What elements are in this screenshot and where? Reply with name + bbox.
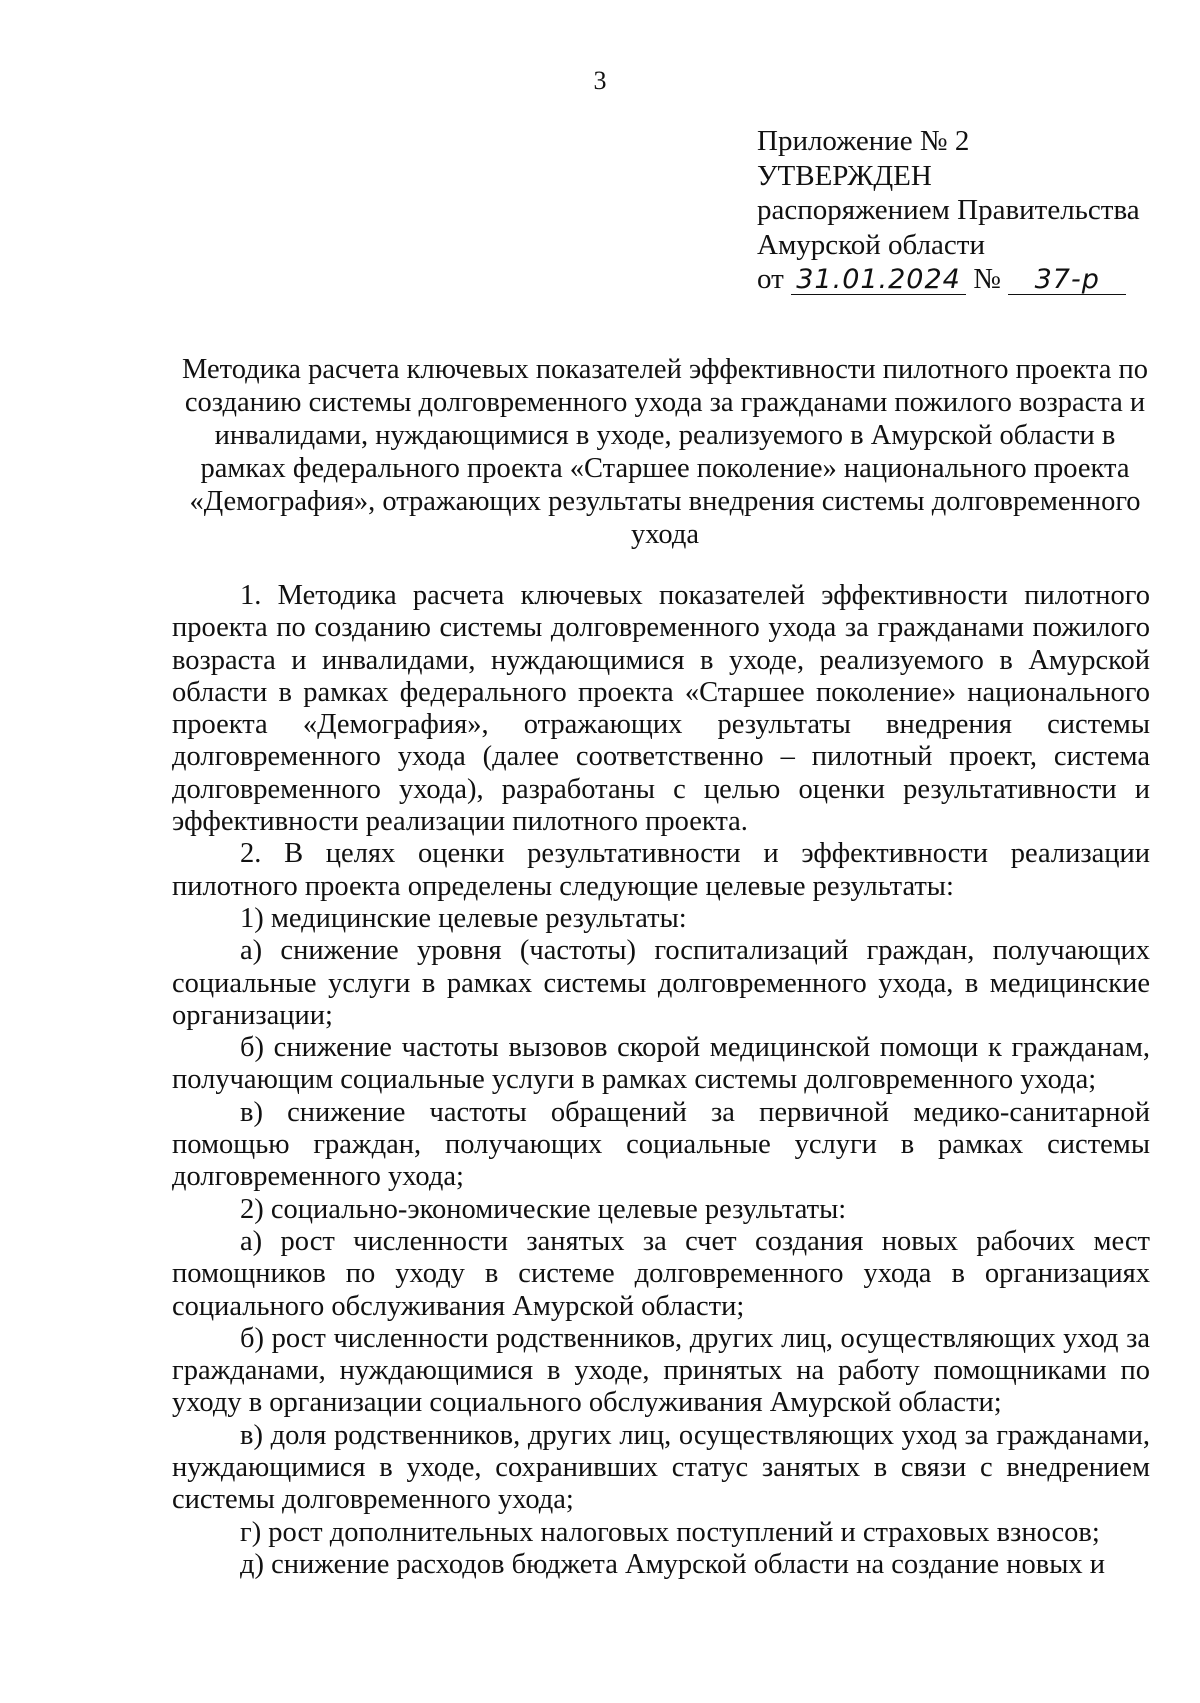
approved-by-label: распоряжением Правительства [757, 194, 1140, 226]
paragraph: 2) социально-экономические целевые результаты: [240, 1193, 847, 1225]
paragraph: б) снижение частоты вызовов скорой медицинской помощи к гражданам, получающим социальные услуги в рамках системы долговременного ухода; [172, 1032, 1150, 1096]
paragraph: 1) медицинские целевые результаты: [240, 902, 687, 934]
paragraph: б) рост численности родственников, других лиц, осуществляющих уход за гражданами, нуждающимися в уходе, принятых на работу помощниками по уходу в организации социального обслуживания Амурской области; [172, 1322, 1150, 1419]
region-label: Амурской области [757, 228, 985, 261]
date-number-line [757, 262, 1177, 297]
page-number: 3 [593, 66, 607, 95]
approval-block [757, 124, 1177, 297]
paragraph: 2. В целях оценки результативности и эффективности реализации пилотного проекта определены следующие целевые результаты: [172, 838, 1150, 902]
document-body [172, 580, 1150, 1581]
handwritten-number: 37-р [1008, 266, 1126, 295]
number-prefix: № [973, 263, 1001, 295]
document-title: Методика расчета ключевых показателей эффективности пилотного проекта по созданию системы долговременного ухода за гражданами пожилого возраста и инвалидами, нуждающимися в уходе, реализуемого в Амурской области в рамках федерального проекта «Старшее поколение» национального проекта «Демография», отражающих результаты внедрения системы долговременного ухода [182, 354, 1148, 550]
paragraph: 1. Методика расчета ключевых показателей эффективности пилотного проекта по созданию системы долговременного ухода за гражданами пожилого возраста и инвалидами, нуждающимися в уходе, реализуемого в Амурской области в рамках федерального проекта «Старшее поколение» национального проекта «Демография», отражающих результаты внедрения системы долговременного ухода (далее соответственно – пилотный проект, система долговременного ухода), разработаны с целью оценки результативности и эффективности реализации пилотного проекта. [172, 580, 1150, 838]
paragraph: г) рост дополнительных налоговых поступлений и страховых взносов; [240, 1516, 1100, 1548]
date-prefix: от [757, 263, 784, 295]
paragraph: в) доля родственников, других лиц, осуществляющих уход за гражданами, нуждающимися в уходе, сохранивших статус занятых в связи с внедрением системы долговременного ухода; [172, 1419, 1150, 1516]
paragraph: в) снижение частоты обращений за первичной медико-санитарной помощью граждан, получающих социальные услуги в рамках системы долговременного ухода; [172, 1096, 1150, 1193]
paragraph: а) рост численности занятых за счет создания новых рабочих мест помощников по уходу в системе долговременного ухода в организациях социального обслуживания Амурской области; [172, 1225, 1150, 1322]
appendix-label: Приложение № 2 [757, 125, 970, 157]
approved-label: УТВЕРЖДЕН [757, 159, 932, 192]
paragraph: д) снижение расходов бюджета Амурской области на создание новых и [240, 1548, 1106, 1580]
handwritten-date: 31.01.2024 [791, 266, 966, 295]
paragraph: а) снижение уровня (частоты) госпитализаций граждан, получающих социальные услуги в рамках системы долговременного ухода, в медицинские организации; [172, 935, 1150, 1031]
